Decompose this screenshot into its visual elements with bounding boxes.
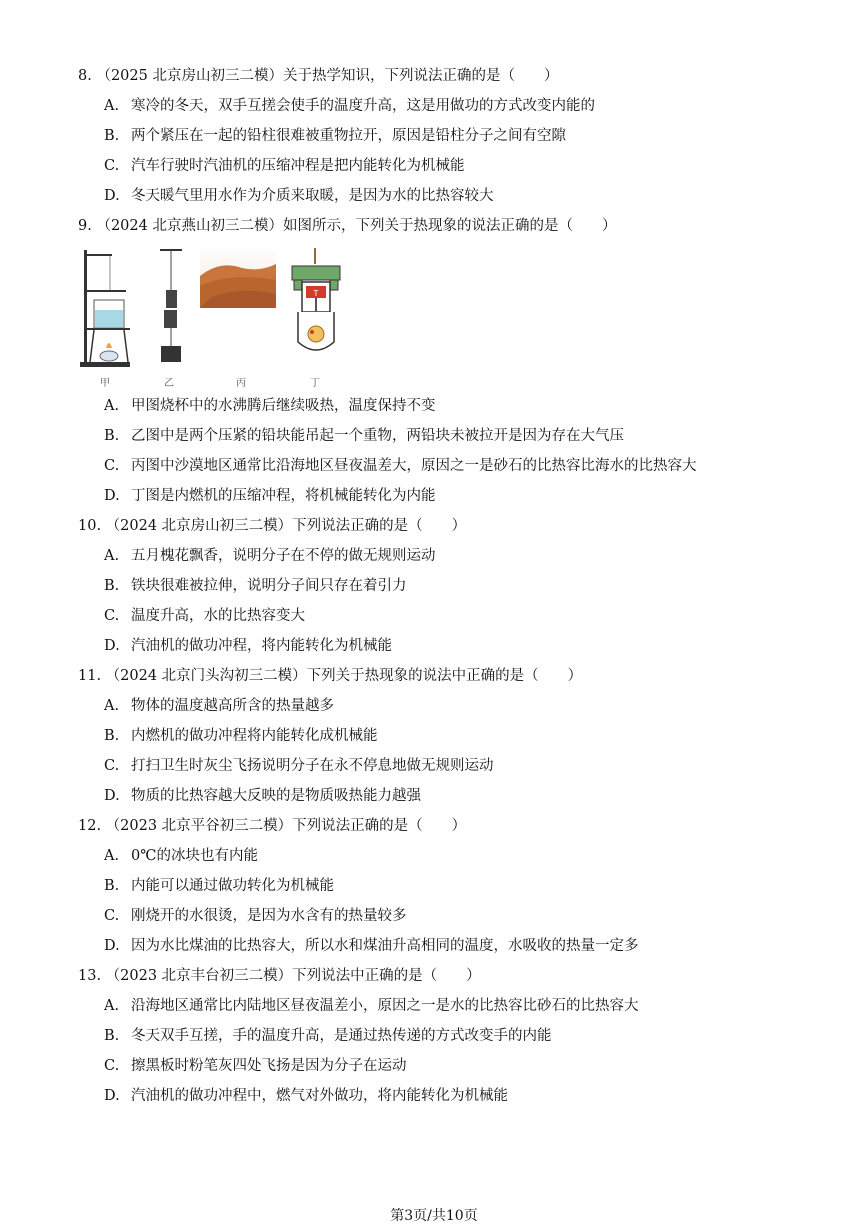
question-10-stem: 10. （2024 北京房山初三二模）下列说法正确的是（ ） bbox=[78, 518, 467, 534]
question-9-option-c: C. 丙图中沙漠地区通常比沿海地区昼夜温差大，原因之一是砂石的比热容比海水的比热容大 bbox=[104, 458, 697, 474]
question-12-stem: 12. （2023 北京平谷初三二模）下列说法正确的是（ ） bbox=[78, 818, 467, 834]
beaker-stand-figure bbox=[80, 246, 132, 371]
question-12-option-b: B. 内能可以通过做功转化为机械能 bbox=[104, 878, 334, 894]
page-footer: 第3页/共10页 bbox=[390, 1208, 478, 1224]
question-8-option-d: D. 冬天暖气里用水作为介质来取暖，是因为水的比热容较大 bbox=[104, 188, 494, 204]
lead-blocks-figure bbox=[156, 246, 186, 371]
question-10-option-b: B. 铁块很难被拉伸，说明分子间只存在着引力 bbox=[104, 578, 407, 594]
figure-label-yi: 乙 bbox=[164, 378, 174, 389]
question-13-option-c: C. 擦黑板时粉笔灰四处飞扬是因为分子在运动 bbox=[104, 1058, 407, 1074]
question-9-option-d: D. 丁图是内燃机的压缩冲程，将机械能转化为内能 bbox=[104, 488, 436, 504]
question-12-option-c: C. 刚烧开的水很烫，是因为水含有的热量较多 bbox=[104, 908, 407, 924]
figure-label-ding: 丁 bbox=[310, 378, 320, 389]
engine-figure bbox=[286, 246, 346, 371]
question-13-stem: 13. （2023 北京丰台初三二模）下列说法中正确的是（ ） bbox=[78, 968, 481, 984]
question-9-stem: 9. （2024 北京燕山初三二模）如图所示，下列关于热现象的说法正确的是（ ） bbox=[78, 218, 617, 234]
desert-photo bbox=[200, 246, 276, 308]
question-13-option-d: D. 汽油机的做功冲程中，燃气对外做功，将内能转化为机械能 bbox=[104, 1088, 508, 1104]
question-9-option-a: A. 甲图烧杯中的水沸腾后继续吸热，温度保持不变 bbox=[104, 398, 436, 414]
question-8-stem: 8. （2025 北京房山初三二模）关于热学知识，下列说法正确的是（ ） bbox=[78, 68, 559, 84]
question-10-option-c: C. 温度升高，水的比热容变大 bbox=[104, 608, 305, 624]
question-8-option-a: A. 寒冷的冬天，双手互搓会使手的温度升高，这是用做功的方式改变内能的 bbox=[104, 98, 595, 114]
question-11-option-a: A. 物体的温度越高所含的热量越多 bbox=[104, 698, 334, 714]
figure-label-jia: 甲 bbox=[100, 378, 110, 389]
question-11-option-d: D. 物质的比热容越大反映的是物质吸热能力越强 bbox=[104, 788, 421, 804]
question-13-option-b: B. 冬天双手互搓，手的温度升高，是通过热传递的方式改变手的内能 bbox=[104, 1028, 552, 1044]
question-10-option-d: D. 汽油机的做功冲程，将内能转化为机械能 bbox=[104, 638, 392, 654]
question-10-option-a: A. 五月槐花飘香，说明分子在不停的做无规则运动 bbox=[104, 548, 436, 564]
svg-text:T: T bbox=[313, 289, 319, 298]
question-13-option-a: A. 沿海地区通常比内陆地区昼夜温差小，原因之一是水的比热容比砂石的比热容大 bbox=[104, 998, 639, 1014]
question-11-stem: 11. （2024 北京门头沟初三二模）下列关于热现象的说法中正确的是（ ） bbox=[78, 668, 583, 684]
question-11-option-c: C. 打扫卫生时灰尘飞扬说明分子在永不停息地做无规则运动 bbox=[104, 758, 494, 774]
figure-label-bing: 丙 bbox=[236, 378, 246, 389]
question-12-option-a: A. 0℃的冰块也有内能 bbox=[104, 848, 258, 864]
question-11-option-b: B. 内燃机的做功冲程将内能转化成机械能 bbox=[104, 728, 378, 744]
question-8-option-c: C. 汽车行驶时汽油机的压缩冲程是把内能转化为机械能 bbox=[104, 158, 465, 174]
question-8-option-b: B. 两个紧压在一起的铅柱很难被重物拉开，原因是铅柱分子之间有空隙 bbox=[104, 128, 566, 144]
question-9-option-b: B. 乙图中是两个压紧的铅块能吊起一个重物，两铅块未被拉开是因为存在大气压 bbox=[104, 428, 624, 444]
question-9-figures bbox=[80, 246, 370, 389]
question-12-option-d: D. 因为水比煤油的比热容大，所以水和煤油升高相同的温度，水吸收的热量一定多 bbox=[104, 938, 639, 954]
